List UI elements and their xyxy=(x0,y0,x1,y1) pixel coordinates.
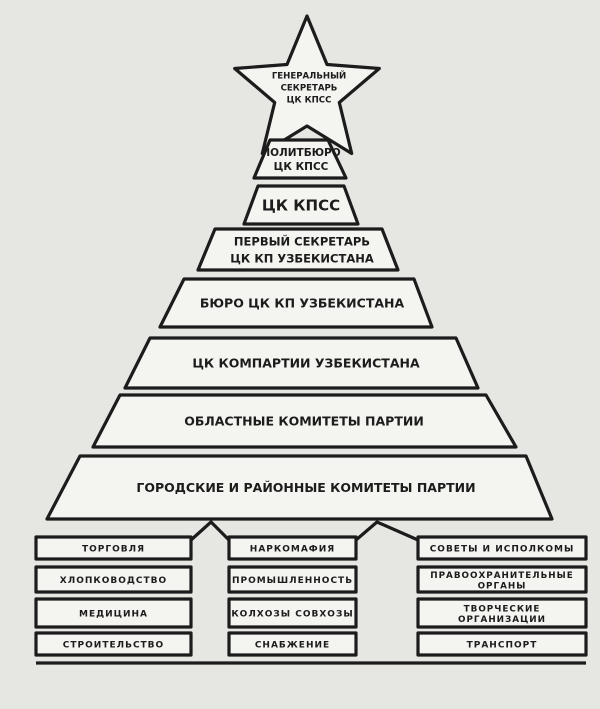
sector-column-2 xyxy=(229,537,356,655)
sector-1-1-label-line-1: ТОРГОВЛЯ xyxy=(81,544,146,555)
sector-column-3 xyxy=(418,537,586,655)
sector-box xyxy=(36,633,191,655)
star-label-line-2: СЕКРЕТАРЬ xyxy=(280,83,338,94)
sector-2-3-label-line-1: КОЛХОЗЫ СОВХОЗЫ xyxy=(231,609,354,620)
pyramid-levels xyxy=(47,140,552,519)
level-5-label-line-1: ЦК КОМПАРТИИ УЗБЕКИСТАНА xyxy=(192,355,420,371)
pyramid-level-6 xyxy=(93,395,516,447)
star-label-line-1: ГЕНЕРАЛЬНЫЙ xyxy=(271,71,347,82)
level-6-label-line-1: ОБЛАСТНЫЕ КОМИТЕТЫ ПАРТИИ xyxy=(184,413,424,429)
sector-1-2-label-line-1: ХЛОПКОВОДСТВО xyxy=(59,576,168,586)
level-2-label-line-1: ЦК КПСС xyxy=(261,196,341,215)
sector-boxes xyxy=(36,537,586,655)
sector-2-2-label-line-1: ПРОМЫШЛЕННОСТЬ xyxy=(231,576,354,586)
sector-2-4-label-line-1: СНАБЖЕНИЕ xyxy=(254,640,331,651)
sector-box xyxy=(36,599,191,627)
sector-3-1-label-line-1: СОВЕТЫ И ИСПОЛКОМЫ xyxy=(429,544,575,555)
sector-box xyxy=(229,567,356,592)
sector-box xyxy=(418,537,586,559)
sector-3-4-label-line-1: ТРАНСПОРТ xyxy=(466,640,538,651)
pyramid-level-5 xyxy=(125,338,478,388)
sector-box xyxy=(36,537,191,559)
sector-box xyxy=(229,599,356,627)
sector-1-4-label-line-1: СТРОИТЕЛЬСТВО xyxy=(62,640,165,651)
pyramid-level-2 xyxy=(244,186,358,224)
pyramid-level-4 xyxy=(160,279,432,327)
sector-1-3-label-line-1: МЕДИЦИНА xyxy=(78,609,149,620)
level-1-label-line-2: ЦК КПСС xyxy=(273,161,329,173)
sector-2-1-label-line-1: НАРКОМАФИЯ xyxy=(249,544,336,555)
connector-left xyxy=(191,522,229,540)
star-label-line-3: ЦК КПСС xyxy=(286,95,332,106)
sector-box xyxy=(229,633,356,655)
star-general-secretary xyxy=(235,16,380,154)
sector-box xyxy=(418,633,586,655)
pyramid-level-7 xyxy=(47,456,552,519)
sector-box xyxy=(36,567,191,592)
level-1-label-line-1: ПОЛИТБЮРО xyxy=(261,147,341,159)
pyramid-level-1 xyxy=(254,140,346,178)
level-4-label-line-1: БЮРО ЦК КП УЗБЕКИСТАНА xyxy=(199,295,405,311)
pyramid-level-3 xyxy=(198,229,398,270)
level-7-label-line-1: ГОРОДСКИЕ И РАЙОННЫЕ КОМИТЕТЫ ПАРТИИ xyxy=(136,480,476,495)
sector-box xyxy=(418,599,586,627)
sector-3-2-label-line-1: ПРАВООХРАНИТЕЛЬНЫЕ xyxy=(430,570,574,581)
level-3-label-line-1: ПЕРВЫЙ СЕКРЕТАРЬ xyxy=(233,234,371,249)
sector-3-3-label-line-2: ОРГАНИЗАЦИИ xyxy=(457,614,547,625)
sector-column-1 xyxy=(36,537,191,655)
sector-3-2-label-line-2: ОРГАНЫ xyxy=(477,581,527,592)
connector-right xyxy=(356,522,418,540)
level-3-label-line-2: ЦК КП УЗБЕКИСТАНА xyxy=(230,251,374,266)
sector-box xyxy=(418,567,586,592)
sector-3-3-label-line-1: ТВОРЧЕСКИЕ xyxy=(463,604,541,615)
sector-box xyxy=(229,537,356,559)
